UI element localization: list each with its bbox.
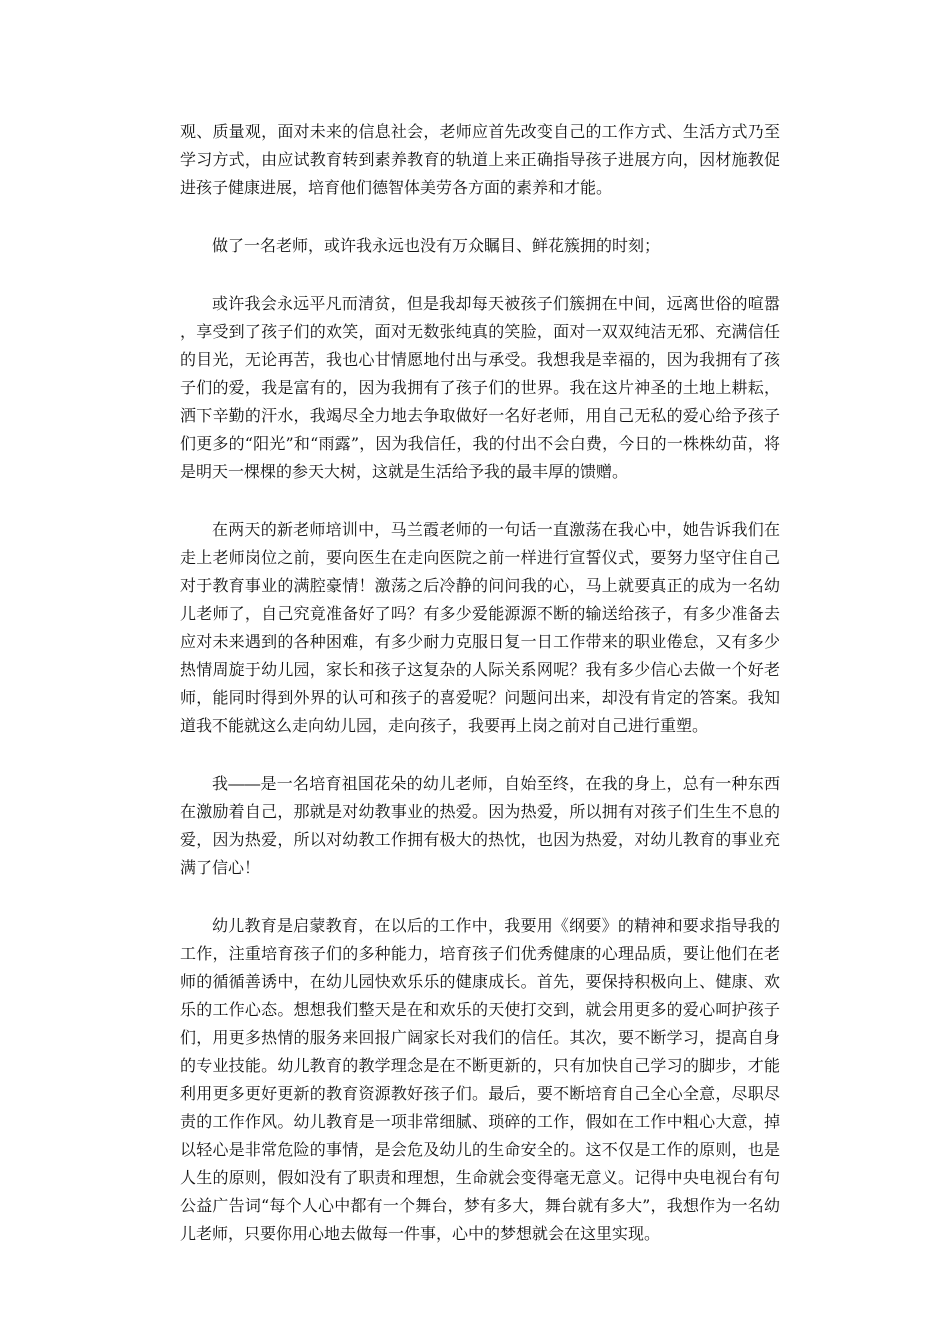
paragraph-4: 在两天的新老师培训中，马兰霞老师的一句话一直激荡在我心中，她告诉我们在走上老师岗位之前，要向医生在走向医院之前一样进行宣誓仪式，要努力坚守住自己对于教育事业的满腔豪情！激荡之后冷静的问问我的心，马上就要真正的成为一名幼儿老师了，自己究竟准备好了吗？有多少爱能源源不断的输送给孩子，有多少准备去应对未来遇到的各种困难，有多少耐力克服日复一日工作带来的职业倦怠，又有多少热情周旋于幼儿园，家长和孩子这复杂的人际关系网呢？我有多少信心去做一个好老师，能同时得到外界的认可和孩子的喜爱呢？问题问出来，却没有肯定的答案。我知道我不能就这么走向幼儿园，走向孩子，我要再上岗之前对自己进行重塑。 <box>180 520 780 735</box>
document-body <box>180 118 780 1248</box>
paragraph-3: 或许我会永远平凡而清贫，但是我却每天被孩子们簇拥在中间，远离世俗的喧嚣，享受到了孩子们的欢笑，面对无数张纯真的笑脸，面对一双双纯洁无邪、充满信任的目光，无论再苦，我也心甘情愿地付出与承受。我想我是幸福的，因为我拥有了孩子们的爱，我是富有的，因为我拥有了孩子们的世界。我在这片神圣的土地上耕耘，洒下辛勤的汗水，我竭尽全力地去争取做好一名好老师，用自己无私的爱心给予孩子们更多的“阳光”和“雨露”，因为我信任，我的付出不会白费，今日的一株株幼苗，将是明天一棵棵的参天大树，这就是生活给予我的最丰厚的馈赠。 <box>180 294 780 481</box>
paragraph-1: 观、质量观，面对未来的信息社会，老师应首先改变自己的工作方式、生活方式乃至学习方式，由应试教育转到素养教育的轨道上来正确指导孩子进展方向，因材施教促进孩子健康进展，培育他们德智体美劳各方面的素养和才能。 <box>180 122 780 197</box>
paragraph-6: 幼儿教育是启蒙教育，在以后的工作中，我要用《纲要》的精神和要求指导我的工作，注重培育孩子们的多种能力，培育孩子们优秀健康的心理品质，要让他们在老师的循循善诱中，在幼儿园快欢乐乐的健康成长。首先，要保持积极向上、健康、欢乐的工作心态。想想我们整天是在和欢乐的天使打交到，就会用更多的爱心呵护孩子们，用更多热情的服务来回报广阔家长对我们的信任。其次，要不断学习，提高自身的专业技能。幼儿教育的教学理念是在不断更新的，只有加快自己学习的脚步，才能利用更多更好更新的教育资源教好孩子们。最后，要不断培育自己全心全意，尽职尽责的工作作风。幼儿教育是一项非常细腻、琐碎的工作，假如在工作中粗心大意，掉以轻心是非常危险的事情，是会危及幼儿的生命安全的。这不仅是工作的原则，也是人生的原则，假如没有了职责和理想，生命就会变得毫无意义。记得中央电视台有句公益广告词“每个人心中都有一个舞台，梦有多大，舞台就有多大”，我想作为一名幼儿老师，只要你用心地去做每一件事，心中的梦想就会在这里实现。 <box>180 916 780 1243</box>
paragraph-2: 做了一名老师，或许我永远也没有万众瞩目、鲜花簇拥的时刻； <box>212 236 661 255</box>
paragraph-5: 我――是一名培育祖国花朵的幼儿老师，自始至终，在我的身上，总有一种东西在激励着自己，那就是对幼教事业的热爱。因为热爱，所以拥有对孩子们生生不息的爱，因为热爱，所以对幼教工作拥有极大的热忱，也因为热爱，对幼儿教育的事业充满了信心！ <box>180 774 780 877</box>
